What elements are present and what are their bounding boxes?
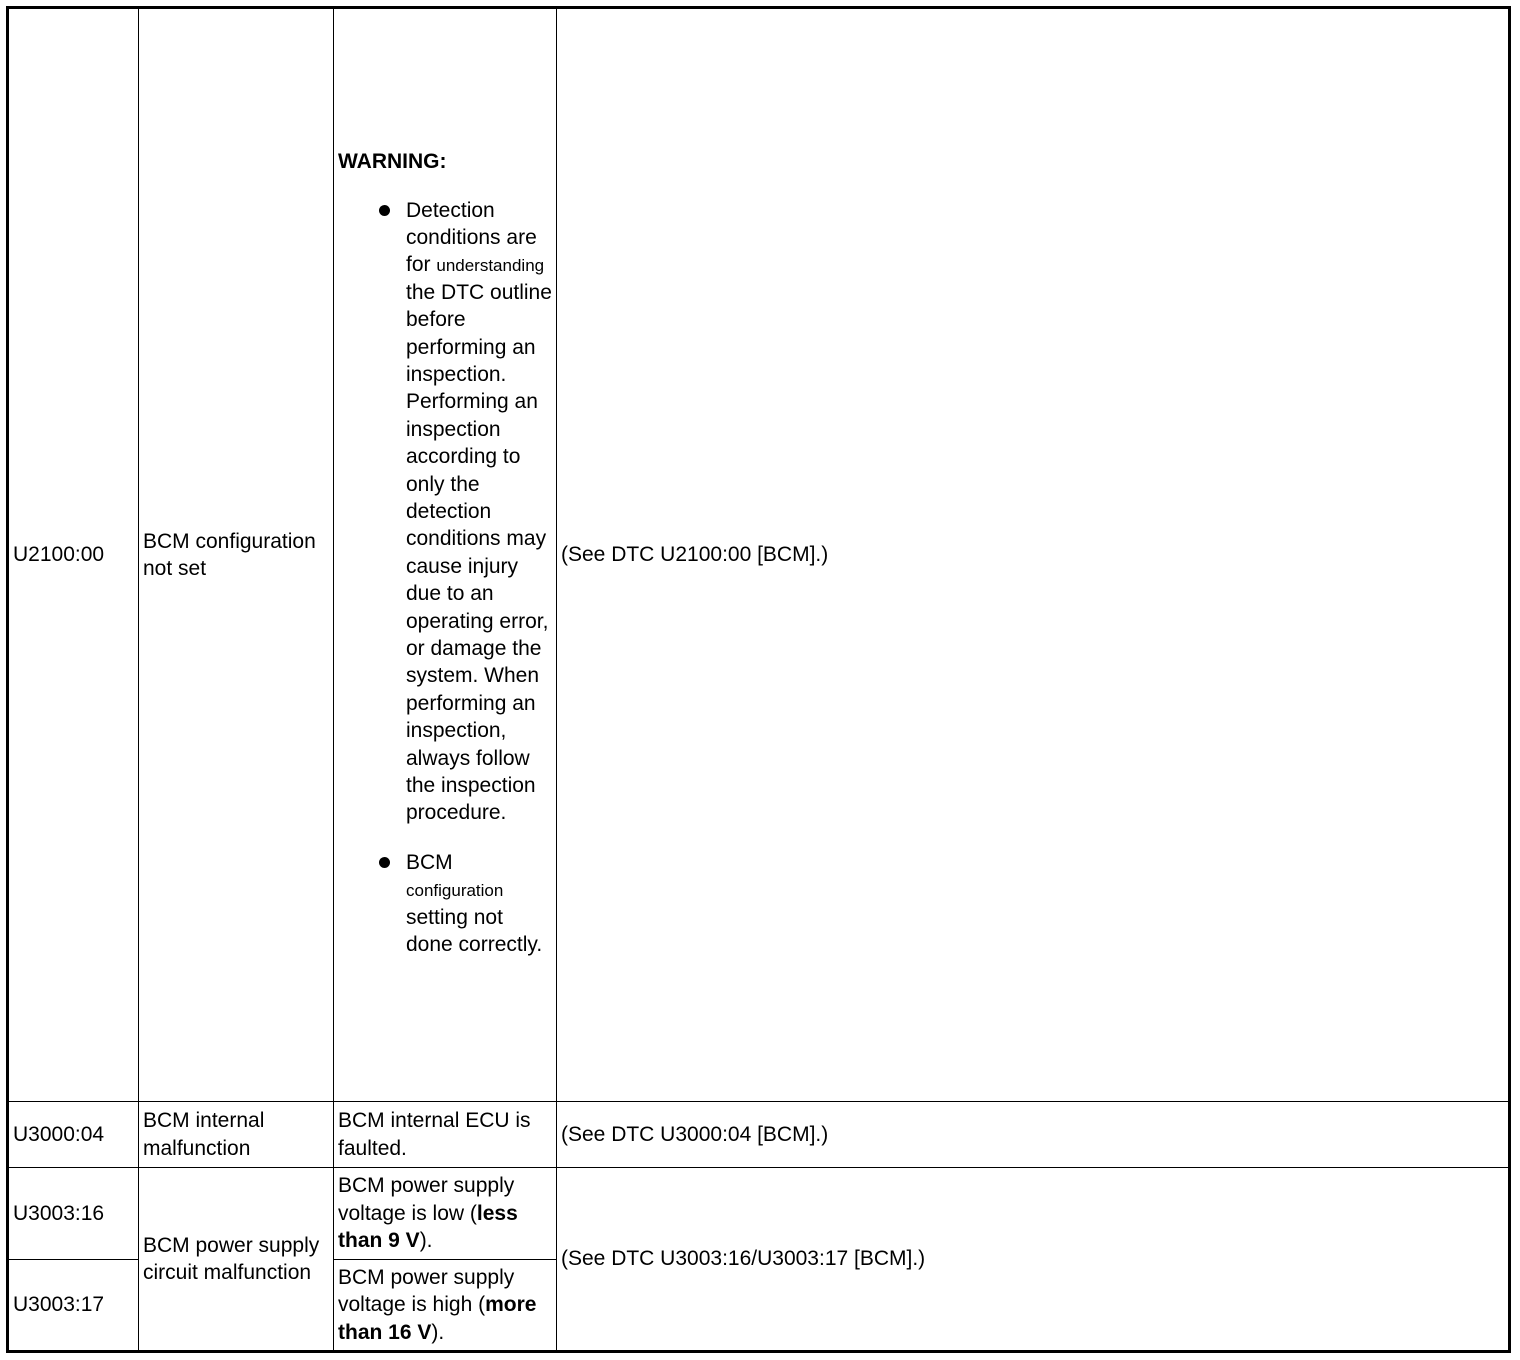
dtc-description-cell: [139, 1168, 334, 1352]
warning-bullet-text-small: understanding: [436, 256, 545, 276]
detection-condition-cell: [334, 1260, 557, 1352]
detection-condition: BCM power supply voltage is high (: [338, 1265, 515, 1317]
table-row: [8, 8, 1510, 1102]
warning-title: WARNING:: [338, 149, 447, 173]
detection-condition-cell: [334, 8, 557, 1102]
voltage-threshold: more than 16 V: [338, 1293, 537, 1344]
warning-list: [338, 197, 552, 959]
dtc-description: BCM internal malfunction: [143, 1109, 265, 1160]
dtc-description: BCM power supply circuit malfunction: [143, 1233, 320, 1284]
warning-bullet: [406, 849, 552, 959]
warning-bullet-text: setting not done correctly.: [406, 905, 543, 957]
detection-condition-cell: [334, 1168, 557, 1260]
warning-bullet-text: BCM: [406, 850, 453, 874]
action-cell: [557, 1168, 1510, 1352]
dtc-code-cell: [8, 1260, 139, 1352]
detection-condition-cell: [334, 1102, 557, 1168]
table-row: [8, 1168, 1510, 1260]
warning-bullet-text-small: configuration: [406, 881, 504, 901]
dtc-code: U3000:04: [13, 1122, 105, 1146]
action-cell: [557, 8, 1510, 1102]
dtc-description-cell: [139, 1102, 334, 1168]
action-cell: [557, 1102, 1510, 1168]
warning-bullet: [406, 197, 552, 827]
dtc-code: U3003:17: [13, 1293, 105, 1317]
action-reference: (See DTC U2100:00 [BCM].): [561, 543, 829, 567]
detection-condition-end: ).: [419, 1229, 433, 1253]
action-reference: (See DTC U3000:04 [BCM].): [561, 1122, 829, 1146]
dtc-code: U2100:00: [13, 543, 105, 567]
dtc-description-cell: [139, 8, 334, 1102]
table-row: [8, 1102, 1510, 1168]
dtc-table: [6, 6, 1511, 1353]
detection-condition: BCM internal ECU is faulted.: [338, 1109, 531, 1160]
voltage-threshold: less than 9 V: [338, 1201, 518, 1253]
detection-condition-end: ).: [431, 1320, 445, 1344]
dtc-code-cell: [8, 1102, 139, 1168]
dtc-code: U3003:16: [13, 1201, 105, 1225]
action-reference: (See DTC U3003:16/U3003:17 [BCM].): [561, 1247, 926, 1271]
detection-condition: BCM power supply voltage is low (: [338, 1174, 515, 1225]
dtc-code-cell: [8, 8, 139, 1102]
warning-bullet-text: the DTC outline before performing an inspection. Performing an inspection according to only the detection conditions may cause injury due to an operating error, or damage the system. When performing an inspection, always follow the inspection procedure.: [406, 280, 552, 825]
dtc-code-cell: [8, 1168, 139, 1260]
dtc-description: BCM configuration not set: [143, 529, 316, 580]
warning-bullet-text: Detection conditions are for: [406, 198, 537, 277]
